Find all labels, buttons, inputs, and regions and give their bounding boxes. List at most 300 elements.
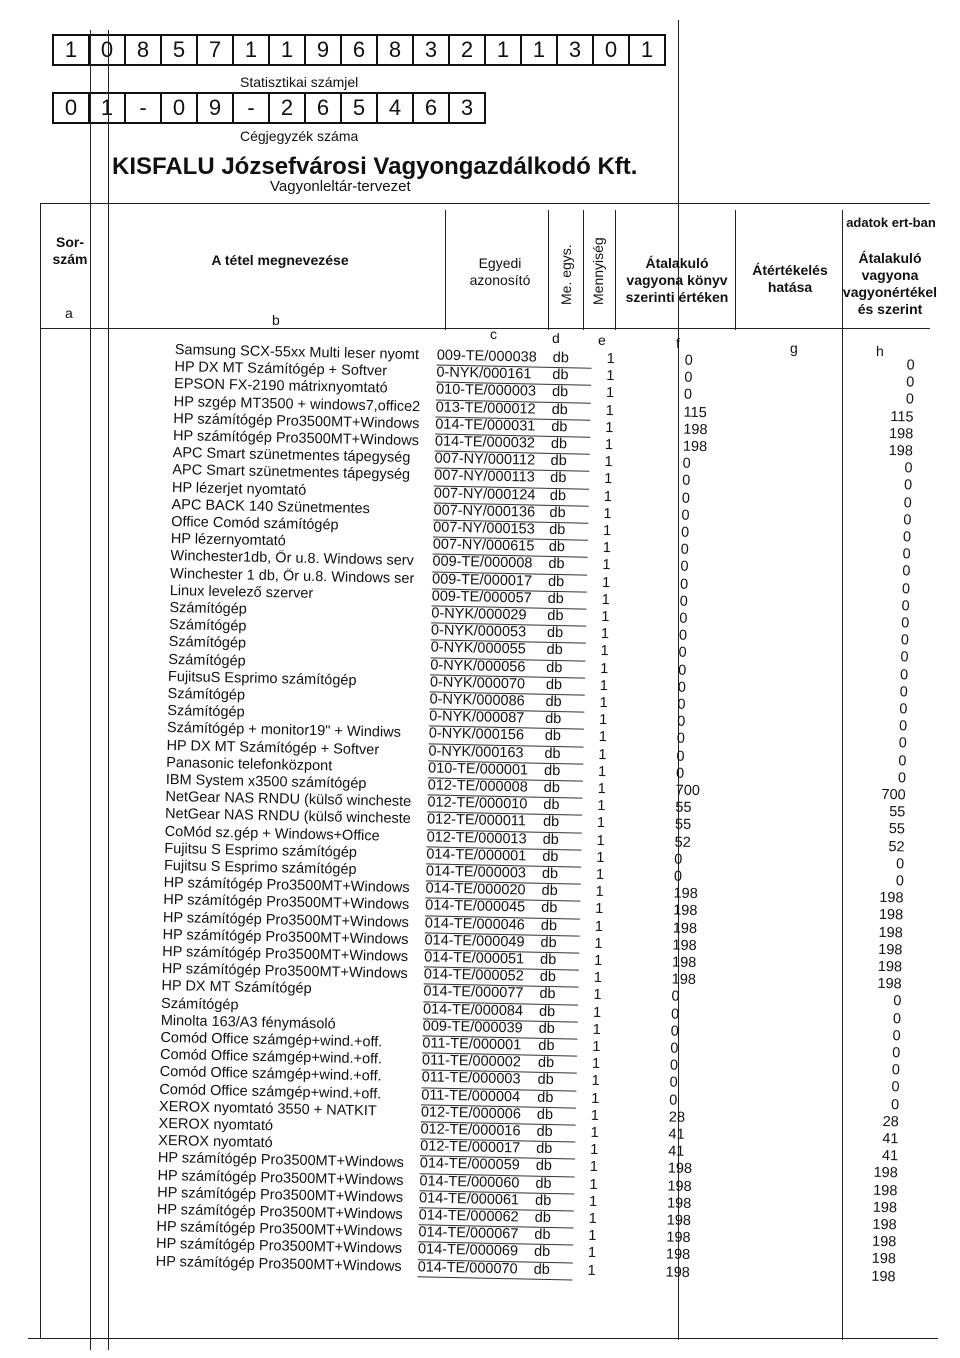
item-qty: 1 bbox=[599, 694, 608, 712]
col-letter-g: g bbox=[790, 340, 798, 356]
item-name: HP DX MT Számítógép + Softver bbox=[166, 737, 380, 758]
item-valuation-value: 0 bbox=[903, 512, 912, 529]
item-valuation-value: 0 bbox=[903, 477, 913, 494]
item-valuation-value: 28 bbox=[882, 1113, 899, 1131]
item-book-value: 0 bbox=[671, 988, 680, 1006]
item-id: 012-TE/000013 bbox=[426, 828, 527, 848]
item-book-value: 0 bbox=[677, 696, 686, 713]
item-id: 014-TE/000077 bbox=[423, 983, 524, 1002]
frame-left bbox=[40, 203, 41, 1338]
item-book-value: 0 bbox=[679, 593, 688, 610]
item-book-value: 198 bbox=[672, 920, 698, 937]
item-qty: 1 bbox=[596, 849, 605, 866]
col-letter-h: h bbox=[876, 343, 884, 359]
item-unit: db bbox=[533, 1244, 551, 1261]
item-valuation-value: 198 bbox=[877, 958, 903, 976]
item-qty: 1 bbox=[604, 471, 613, 488]
item-unit: db bbox=[539, 951, 557, 969]
item-qty: 1 bbox=[591, 1090, 600, 1107]
item-unit: db bbox=[534, 1226, 551, 1244]
item-unit: db bbox=[550, 453, 567, 470]
item-valuation-value: 0 bbox=[902, 546, 911, 563]
stat-number-digit: 1 bbox=[268, 34, 306, 66]
stat-number-digit: 0 bbox=[592, 34, 630, 66]
item-qty: 1 bbox=[601, 608, 610, 626]
item-book-value: 0 bbox=[669, 1074, 678, 1092]
item-book-value: 0 bbox=[670, 1023, 679, 1040]
item-unit: db bbox=[538, 1003, 556, 1020]
item-valuation-value: 0 bbox=[892, 1045, 901, 1062]
item-qty: 1 bbox=[599, 677, 609, 694]
reg-number-digit: 2 bbox=[268, 92, 306, 124]
item-name: FujitsuS Esprimo számítógép bbox=[167, 668, 357, 689]
item-id: 014-TE/000059 bbox=[419, 1155, 520, 1174]
item-valuation-value: 0 bbox=[898, 735, 907, 752]
item-qty: 1 bbox=[590, 1124, 599, 1142]
item-id: 007-NY/000136 bbox=[433, 502, 536, 521]
item-book-value: 0 bbox=[674, 851, 683, 868]
item-qty: 1 bbox=[590, 1142, 599, 1159]
item-valuation-value: 198 bbox=[878, 941, 903, 959]
item-id: 012-TE/000006 bbox=[420, 1104, 522, 1123]
item-name: HP szgép MT3500 + windows7,office2 bbox=[173, 393, 421, 415]
item-name: Számítógép bbox=[167, 685, 246, 704]
item-book-value: 198 bbox=[666, 1229, 691, 1247]
item-name: XEROX nyomtató bbox=[158, 1115, 274, 1135]
item-unit: db bbox=[548, 539, 566, 556]
item-id: 012-TE/000016 bbox=[420, 1121, 521, 1140]
item-name: HP lézerjet nyomtató bbox=[171, 479, 307, 499]
item-qty: 1 bbox=[593, 970, 603, 987]
item-unit: db bbox=[552, 367, 569, 384]
item-name: IBM System x3500 számítógép bbox=[165, 771, 367, 793]
item-book-value: 55 bbox=[674, 816, 692, 834]
item-qty: 1 bbox=[600, 626, 610, 643]
item-name: HP számítógép Pro3500MT+Windows bbox=[163, 875, 410, 897]
item-id: 014-TE/000031 bbox=[435, 416, 536, 435]
item-unit: db bbox=[534, 1209, 552, 1227]
item-qty: 1 bbox=[602, 557, 611, 574]
header-atalakulo-konyv: Átalakuló vagyona könyv szerinti értéken bbox=[625, 255, 729, 305]
item-book-value: 0 bbox=[669, 1092, 678, 1109]
item-valuation-value: 0 bbox=[892, 1027, 901, 1045]
item-unit: db bbox=[545, 676, 563, 693]
item-book-value: 0 bbox=[681, 490, 691, 507]
reg-number-boxes bbox=[52, 92, 484, 124]
item-id: 0-NYK/000161 bbox=[436, 364, 532, 383]
item-unit: db bbox=[542, 831, 559, 848]
item-id: 014-TE/000049 bbox=[424, 932, 525, 951]
item-name: HP számítógép Pro3500MT+Windows bbox=[157, 1150, 404, 1172]
item-unit: db bbox=[546, 659, 563, 676]
item-valuation-value: 198 bbox=[871, 1233, 897, 1251]
item-id: 0-NYK/000053 bbox=[430, 622, 527, 641]
item-name: Számítógép + monitor19" + Windiws bbox=[166, 720, 402, 742]
item-book-value: 0 bbox=[676, 713, 686, 730]
col-letter-c: c bbox=[490, 326, 497, 342]
item-valuation-value: 0 bbox=[905, 391, 915, 408]
col-a-divider bbox=[90, 30, 91, 1350]
item-unit: db bbox=[547, 607, 564, 625]
item-valuation-value: 52 bbox=[888, 838, 905, 855]
item-unit: db bbox=[544, 728, 562, 745]
item-book-value: 0 bbox=[680, 541, 690, 558]
item-qty: 1 bbox=[604, 437, 614, 454]
item-id: 009-TE/000017 bbox=[431, 571, 533, 590]
item-valuation-value: 0 bbox=[897, 770, 907, 787]
item-valuation-value: 198 bbox=[873, 1165, 898, 1182]
item-book-value: 0 bbox=[684, 369, 693, 387]
item-id: 0-NYK/000163 bbox=[428, 742, 524, 761]
item-unit: db bbox=[543, 762, 561, 779]
item-qty: 1 bbox=[595, 866, 605, 884]
item-name: HP számítógép Pro3500MT+Windows bbox=[163, 892, 410, 914]
item-id: 014-TE/000067 bbox=[418, 1224, 519, 1243]
item-name: HP számítógép Pro3500MT+Windows bbox=[157, 1167, 404, 1189]
item-unit: db bbox=[536, 1123, 553, 1141]
item-unit: db bbox=[539, 968, 557, 986]
item-name: Comód Office számgép+wind.+off. bbox=[159, 1081, 382, 1103]
col-d-divider bbox=[583, 210, 584, 330]
item-id: 014-TE/000069 bbox=[417, 1241, 519, 1260]
item-valuation-value: 198 bbox=[878, 924, 903, 941]
item-name: HP számítógép Pro3500MT+Windows bbox=[156, 1201, 403, 1223]
item-book-value: 55 bbox=[675, 799, 692, 817]
item-qty: 1 bbox=[595, 901, 604, 918]
col-e-divider bbox=[615, 210, 616, 330]
item-qty: 1 bbox=[601, 591, 610, 608]
item-unit: db bbox=[551, 418, 568, 436]
item-qty: 1 bbox=[590, 1107, 600, 1124]
item-id: 014-TE/000060 bbox=[419, 1172, 520, 1191]
item-book-value: 0 bbox=[675, 765, 685, 782]
item-unit: db bbox=[541, 865, 559, 883]
item-valuation-value: 700 bbox=[881, 786, 906, 804]
item-id: 012-TE/000010 bbox=[427, 794, 528, 813]
item-valuation-value: 0 bbox=[903, 494, 912, 512]
item-qty: 1 bbox=[605, 402, 614, 419]
item-unit: db bbox=[539, 986, 556, 1003]
item-name: EPSON FX-2190 mátrixnyomtató bbox=[173, 376, 388, 397]
item-unit: db bbox=[535, 1158, 553, 1175]
stat-number-digit: 8 bbox=[376, 34, 414, 66]
stat-number-digit: 1 bbox=[232, 34, 270, 66]
item-unit: db bbox=[538, 1020, 556, 1037]
item-qty: 1 bbox=[594, 935, 603, 952]
item-name: APC Smart szünetmentes tápegység bbox=[172, 462, 411, 484]
item-book-value: 198 bbox=[665, 1246, 691, 1264]
item-id: 010-TE/000003 bbox=[435, 381, 537, 400]
item-qty: 1 bbox=[600, 643, 609, 660]
reg-number-digit: 4 bbox=[376, 92, 414, 124]
item-qty: 1 bbox=[599, 712, 608, 729]
item-valuation-value: 0 bbox=[900, 632, 910, 649]
item-name: HP számítógép Pro3500MT+Windows bbox=[162, 909, 410, 931]
header-top-line bbox=[40, 203, 930, 204]
item-valuation-value: 0 bbox=[901, 598, 910, 615]
item-qty: 1 bbox=[592, 1021, 601, 1038]
item-valuation-value: 55 bbox=[889, 804, 906, 821]
item-book-value: 198 bbox=[672, 937, 697, 954]
stat-number-boxes bbox=[52, 34, 664, 66]
header-azonosito: Egyedi azonosító bbox=[469, 255, 531, 288]
header-mennyiseg: Mennyiség bbox=[590, 237, 606, 305]
stat-number-digit: 1 bbox=[628, 34, 666, 66]
col-letter-e: e bbox=[598, 332, 606, 348]
stat-number-digit: 6 bbox=[340, 34, 378, 66]
item-book-value: 0 bbox=[676, 730, 686, 748]
item-valuation-value: 0 bbox=[890, 1096, 900, 1113]
item-name: Office Comód számítógép bbox=[171, 513, 339, 534]
item-book-value: 0 bbox=[684, 352, 693, 369]
item-qty: 1 bbox=[595, 884, 604, 901]
item-qty: 1 bbox=[598, 729, 608, 746]
item-id: 014-TE/000070 bbox=[417, 1258, 518, 1277]
stat-number-digit: 0 bbox=[88, 34, 126, 66]
item-book-value: 0 bbox=[670, 1006, 680, 1023]
item-valuation-value: 198 bbox=[872, 1216, 897, 1234]
item-qty: 1 bbox=[596, 832, 605, 849]
reg-number-digit: 1 bbox=[88, 92, 126, 124]
item-unit: db bbox=[548, 521, 566, 539]
item-book-value: 198 bbox=[666, 1212, 692, 1229]
item-id: 0-NYK/000086 bbox=[429, 691, 525, 710]
item-valuation-value: 0 bbox=[895, 873, 905, 890]
item-valuation-value: 198 bbox=[871, 1268, 896, 1285]
item-valuation-value: 198 bbox=[878, 907, 904, 924]
item-id: 0-NYK/000029 bbox=[431, 605, 527, 624]
item-unit: db bbox=[545, 711, 562, 728]
item-book-value: 0 bbox=[681, 507, 690, 524]
item-unit: db bbox=[542, 814, 560, 831]
item-book-value: 198 bbox=[665, 1264, 690, 1281]
item-valuation-value: 0 bbox=[891, 1079, 900, 1096]
item-valuation-value: 0 bbox=[899, 684, 908, 701]
col-c-divider bbox=[548, 210, 549, 330]
item-name: Számítógép bbox=[168, 617, 247, 635]
item-unit: db bbox=[549, 487, 567, 504]
stat-number-digit: 3 bbox=[412, 34, 450, 66]
item-name: Számítógép bbox=[167, 703, 245, 721]
item-qty: 1 bbox=[605, 419, 614, 436]
item-qty: 1 bbox=[594, 918, 604, 935]
item-unit: db bbox=[542, 848, 559, 865]
item-valuation-value: 41 bbox=[882, 1130, 899, 1148]
item-book-value: 198 bbox=[683, 421, 708, 438]
item-book-value: 41 bbox=[668, 1126, 685, 1143]
item-book-value: 28 bbox=[668, 1109, 686, 1126]
item-book-value: 0 bbox=[678, 662, 687, 679]
item-id: 009-TE/000057 bbox=[431, 588, 532, 607]
item-unit: db bbox=[541, 900, 558, 917]
item-book-value: 0 bbox=[676, 748, 685, 765]
item-name: HP számítógép Pro3500MT+Windows bbox=[155, 1253, 402, 1275]
item-book-value: 198 bbox=[667, 1160, 693, 1178]
item-name: Számítógép bbox=[168, 634, 247, 652]
item-qty: 1 bbox=[593, 952, 603, 970]
stat-number-digit: 1 bbox=[520, 34, 558, 66]
item-name: APC BACK 140 Szünetmentes bbox=[171, 496, 370, 517]
item-qty: 1 bbox=[602, 540, 612, 557]
item-book-value: 0 bbox=[679, 610, 688, 627]
item-valuation-value: 198 bbox=[879, 890, 904, 907]
item-id: 0-NYK/000156 bbox=[428, 725, 525, 744]
item-valuation-value: 198 bbox=[871, 1251, 897, 1268]
item-id: 014-TE/000001 bbox=[426, 846, 527, 865]
item-id: 0-NYK/000087 bbox=[429, 708, 525, 727]
item-name: Comód Office számgép+wind.+off. bbox=[159, 1047, 383, 1068]
item-valuation-value: 0 bbox=[898, 752, 907, 770]
stat-number-digit: 8 bbox=[124, 34, 162, 66]
item-qty: 1 bbox=[603, 505, 612, 522]
item-valuation-value: 0 bbox=[899, 701, 908, 718]
item-unit: db bbox=[537, 1089, 554, 1106]
item-unit: db bbox=[548, 556, 565, 573]
item-id: 009-TE/000039 bbox=[422, 1018, 523, 1037]
item-unit: db bbox=[537, 1072, 554, 1089]
stat-number-digit: 1 bbox=[484, 34, 522, 66]
col-letter-a: a bbox=[65, 305, 73, 321]
item-unit: db bbox=[534, 1192, 552, 1209]
item-valuation-value: 0 bbox=[904, 460, 913, 477]
col-letter-f: f bbox=[676, 335, 680, 351]
header-atalakulo-ertek: Átalakuló vagyona vagyonértékel és szerint bbox=[842, 250, 938, 317]
item-book-value: 0 bbox=[678, 645, 687, 662]
item-unit: db bbox=[540, 917, 558, 934]
reg-number-digit: 6 bbox=[412, 92, 450, 124]
item-name: Comód Office számgép+wind.+off. bbox=[159, 1064, 382, 1085]
header-me-egys: Me. egys. bbox=[558, 244, 574, 305]
item-id: 007-NY/000113 bbox=[434, 467, 535, 486]
item-book-value: 115 bbox=[683, 404, 707, 421]
reg-number-digit: - bbox=[232, 92, 270, 124]
item-unit: db bbox=[543, 797, 560, 814]
item-qty: 1 bbox=[597, 798, 606, 815]
item-id: 009-TE/000008 bbox=[432, 553, 533, 572]
item-name: HP számítógép Pro3500MT+Windows bbox=[161, 961, 408, 983]
item-unit: db bbox=[550, 435, 568, 453]
item-id: 014-TE/000032 bbox=[434, 433, 536, 452]
reg-number-digit: 0 bbox=[52, 92, 90, 124]
item-name: HP DX MT Számítógép + Softver bbox=[174, 359, 388, 380]
item-book-value: 0 bbox=[682, 473, 691, 490]
item-name: Linux levelező szerver bbox=[169, 582, 314, 602]
item-qty: 1 bbox=[587, 1262, 596, 1279]
item-qty: 1 bbox=[593, 987, 602, 1004]
item-name: XEROX nyomtató 3550 + NATKIT bbox=[158, 1098, 377, 1120]
item-valuation-value: 0 bbox=[901, 580, 911, 598]
item-qty: 1 bbox=[591, 1073, 600, 1090]
item-book-value: 198 bbox=[667, 1178, 692, 1195]
item-id: 0-NYK/000055 bbox=[430, 639, 526, 658]
item-unit: db bbox=[547, 590, 565, 607]
item-id: 014-TE/000061 bbox=[418, 1190, 520, 1209]
item-name: Fujitsu S Esprimo számítógép bbox=[164, 840, 358, 861]
item-valuation-value: 0 bbox=[898, 718, 908, 735]
item-name: Comód Office számgép+wind.+off. bbox=[160, 1029, 383, 1051]
company-name: KISFALU Józsefvárosi Vagyongazdálkodó Kft. bbox=[112, 153, 638, 180]
item-book-value: 0 bbox=[670, 1040, 679, 1057]
item-name: HP számítógép Pro3500MT+Windows bbox=[172, 427, 420, 450]
item-book-value: 0 bbox=[679, 576, 689, 593]
item-name: Winchester 1 db, Őr u.8. Windows ser bbox=[169, 565, 415, 587]
col-letter-b: b bbox=[272, 312, 280, 328]
item-id: 014-TE/000020 bbox=[425, 880, 526, 899]
item-valuation-value: 55 bbox=[888, 821, 906, 838]
item-unit: db bbox=[541, 882, 558, 900]
item-id: 014-TE/000051 bbox=[424, 949, 525, 968]
item-id: 014-TE/000084 bbox=[422, 1000, 524, 1020]
item-qty: 1 bbox=[603, 488, 613, 505]
item-qty: 1 bbox=[589, 1176, 598, 1193]
item-book-value: 0 bbox=[673, 868, 683, 885]
item-id: 012-TE/000017 bbox=[420, 1138, 521, 1157]
stat-number-digit: 3 bbox=[556, 34, 594, 66]
reg-number-digit: 5 bbox=[340, 92, 378, 124]
item-valuation-value: 198 bbox=[877, 976, 902, 993]
item-valuation-value: 198 bbox=[873, 1182, 898, 1199]
item-unit: db bbox=[549, 504, 566, 522]
stat-number-digit: 7 bbox=[196, 34, 234, 66]
item-name: Samsung SCX-55xx Multi leser nyomt bbox=[174, 342, 420, 364]
item-id: 014-TE/000003 bbox=[425, 863, 527, 882]
item-name: NetGear NAS RNDU (külső wincheste bbox=[164, 806, 412, 828]
item-name: HP számítógép Pro3500MT+Windows bbox=[156, 1218, 403, 1241]
item-id: 014-TE/000052 bbox=[423, 966, 524, 985]
item-name: Minolta 163/A3 fénymásoló bbox=[160, 1012, 336, 1033]
item-qty: 1 bbox=[596, 815, 606, 832]
stat-number-digit: 9 bbox=[304, 34, 342, 66]
item-id: 007-NY/000112 bbox=[434, 450, 536, 469]
item-name: Winchester1db, Őr u.8. Windows serv bbox=[170, 548, 414, 570]
item-name: Panasonic telefonközpont bbox=[166, 754, 333, 775]
stat-number-digit: 2 bbox=[448, 34, 486, 66]
item-qty: 1 bbox=[587, 1245, 597, 1262]
item-qty: 1 bbox=[588, 1228, 597, 1245]
item-unit: db bbox=[540, 934, 557, 951]
item-unit: db bbox=[535, 1175, 552, 1192]
item-valuation-value: 0 bbox=[891, 1062, 901, 1079]
item-book-value: 52 bbox=[674, 834, 691, 851]
item-unit: db bbox=[536, 1106, 554, 1123]
item-qty: 1 bbox=[588, 1193, 598, 1210]
item-unit: db bbox=[552, 349, 570, 367]
item-name: HP számítógép Pro3500MT+Windows bbox=[155, 1236, 403, 1258]
reg-number-digit: 9 bbox=[196, 92, 234, 124]
header-adatok: adatok ert-ban bbox=[846, 215, 936, 230]
header-atertekeles: Átértékelés hatása bbox=[752, 262, 828, 295]
reg-number-digit: - bbox=[124, 92, 162, 124]
item-book-value: 0 bbox=[680, 559, 689, 576]
item-qty: 1 bbox=[605, 385, 615, 402]
item-qty: 1 bbox=[606, 368, 615, 385]
item-book-value: 700 bbox=[675, 782, 701, 800]
item-unit: db bbox=[537, 1054, 555, 1072]
item-valuation-value: 198 bbox=[888, 425, 914, 443]
item-unit: db bbox=[538, 1037, 555, 1055]
stat-caption: Statisztikai számjel bbox=[240, 74, 359, 90]
item-book-value: 198 bbox=[682, 438, 708, 456]
item-unit: db bbox=[545, 693, 562, 711]
item-valuation-value: 0 bbox=[902, 529, 912, 546]
item-name: HP számítógép Pro3500MT+Windows bbox=[157, 1184, 404, 1206]
item-valuation-value: 198 bbox=[872, 1199, 898, 1217]
item-id: 013-TE/000012 bbox=[435, 399, 536, 418]
item-valuation-value: 198 bbox=[888, 442, 914, 460]
item-name: CoMód sz.gép + Windows+Office bbox=[164, 823, 380, 844]
item-qty: 1 bbox=[591, 1056, 601, 1073]
item-id: 007-NY/000153 bbox=[433, 519, 535, 538]
